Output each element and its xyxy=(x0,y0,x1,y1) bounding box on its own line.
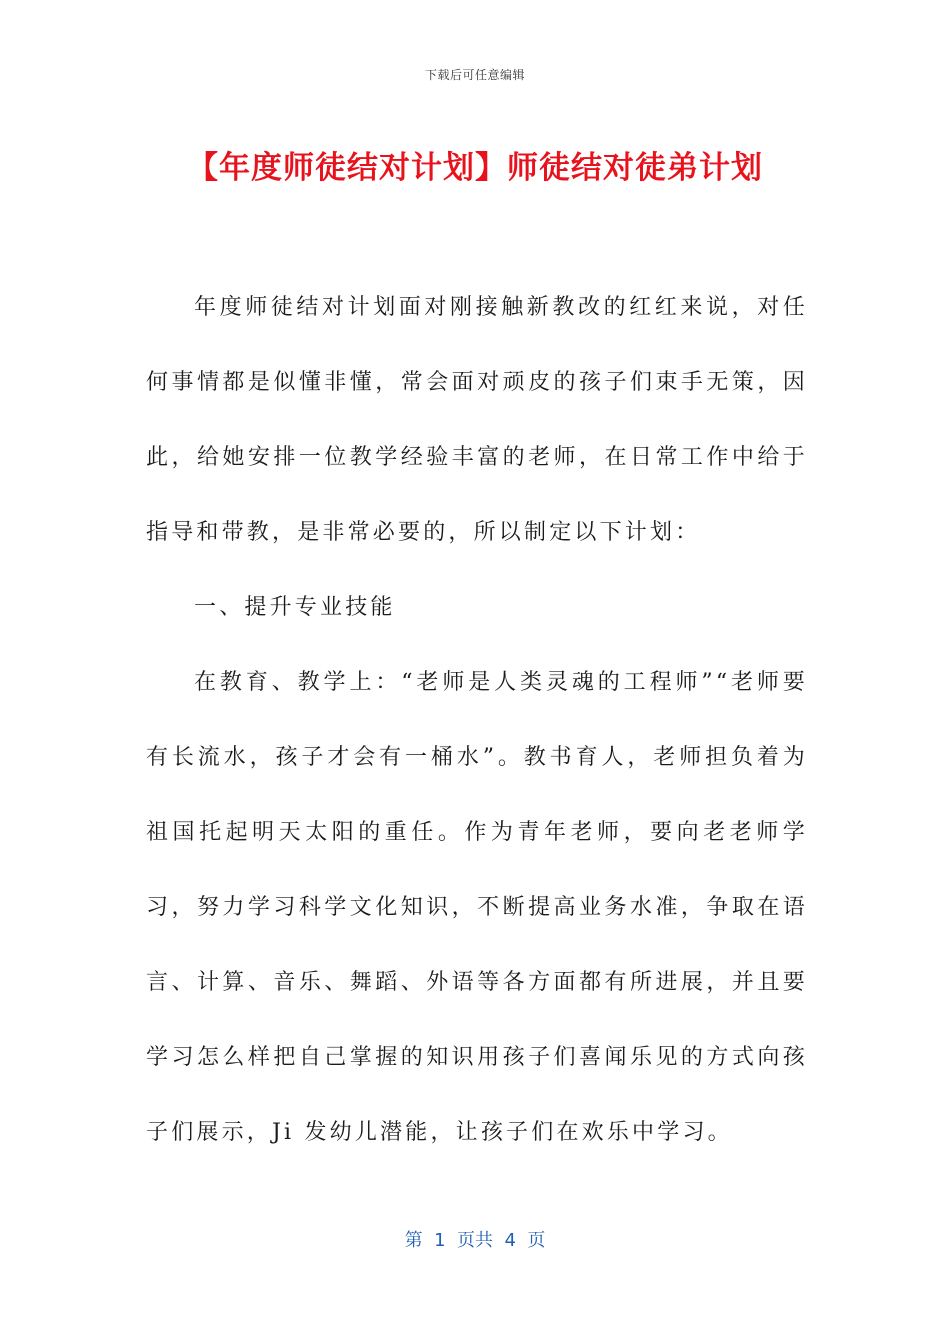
paragraph-intro: 年度师徒结对计划面对刚接触新教改的红红来说，对任何事情都是似懂非懂，常会面对顽皮的孩子们束手无策，因此，给她安排一位教学经验丰富的老师，在日常工作中给于指导和带教，是非常必要的，所以制定以下计划： xyxy=(146,295,808,545)
paragraph-skills: 在教育、教学上：“老师是人类灵魂的工程师”“老师要有长流水，孩子才会有一桶水”。教书育人，老师担负着为祖国托起明天太阳的重任。作为青年老师，要向老老师学习，努力学习科学文化知识，不断提高业务水准，争取在语言、计算、音乐、舞蹈、外语等各方面都有所进展，并且要学习怎么样把自己掌握的知识用孩子们喜闻乐见的方式向孩子们展示，Ji 发幼儿潜能，让孩子们在欢乐中学习。 xyxy=(146,670,808,1145)
page-number: 第 1 页共 4 页 xyxy=(404,1230,546,1251)
document-body xyxy=(146,270,808,1170)
header-note: 下载后可任意编辑 xyxy=(424,68,525,82)
document-title: 【年度师徒结对计划】师徒结对徒弟计划 xyxy=(187,150,763,186)
section-heading: 一、提升专业技能 xyxy=(194,595,396,620)
